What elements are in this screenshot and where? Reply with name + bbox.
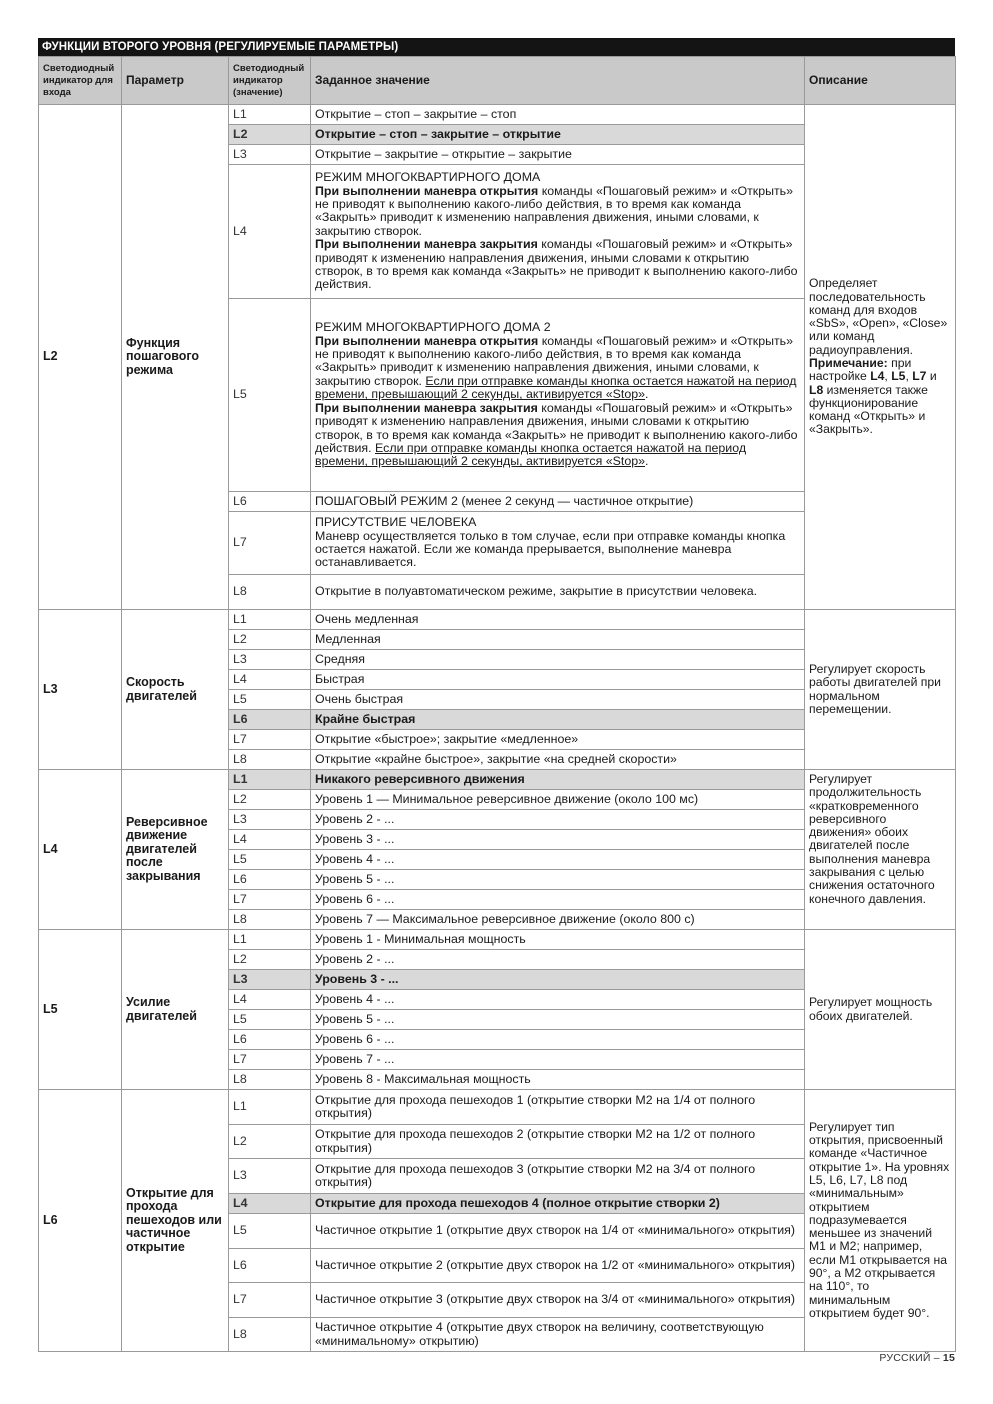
- value-cell: Уровень 5 - ...: [311, 870, 805, 890]
- table-row: [39, 1090, 956, 1125]
- value-cell: Уровень 6 - ...: [311, 1030, 805, 1050]
- value-cell: Уровень 2 - ...: [311, 810, 805, 830]
- value-cell: Уровень 3 - ...: [311, 830, 805, 850]
- desc-l3: Регулирует скорость работы двигателей при нормальном перемещении.: [805, 610, 956, 770]
- led-value: L3: [229, 810, 311, 830]
- led-value: L2: [229, 1125, 311, 1159]
- header-row: [39, 57, 956, 105]
- led-value: L8: [229, 910, 311, 930]
- header-led-input: Светодиодный индикатор для входа: [39, 57, 122, 105]
- value-cell: [311, 165, 805, 299]
- page-number: 15: [942, 1352, 955, 1364]
- value-cell: Медленная: [311, 630, 805, 650]
- desc-l6: Регулирует тип открытия, присвоенный команде «Частичное открытие 1». На уровнях L5, L6, L7, L8 под «минимальным» открытием подразумевается меньшее из значений M1 и M2; например, если M1 открывается на 90°, а M2 открывается на 110°, то минимальным открытием будет 90°.: [805, 1090, 956, 1352]
- value-cell: Частичное открытие 1 (открытие двух створок на 1/4 от «минимального» открытия): [311, 1214, 805, 1249]
- led-value: L2: [229, 950, 311, 970]
- value-cell: Уровень 3 - ...: [311, 970, 805, 990]
- value-cell: Уровень 1 — Минимальное реверсивное движение (около 100 мс): [311, 790, 805, 810]
- header-value: Заданное значение: [311, 57, 805, 105]
- value-cell: Уровень 4 - ...: [311, 850, 805, 870]
- page-footer: [879, 1352, 955, 1364]
- led-input-l5: L5: [39, 930, 122, 1090]
- value-cell: Открытие для прохода пешеходов 1 (открытие створки M2 на 1/4 от полного открытия): [311, 1090, 805, 1125]
- value-cell: Уровень 2 - ...: [311, 950, 805, 970]
- desc-l2-code: L5: [891, 369, 906, 384]
- led-value: L8: [229, 1318, 311, 1352]
- led-value: L2: [229, 790, 311, 810]
- value-cell: ПОШАГОВЫЙ РЕЖИМ 2 (менее 2 секунд — частичное открытие): [311, 492, 805, 512]
- value-title: ПРИСУТСТВИЕ ЧЕЛОВЕКА: [315, 515, 477, 530]
- param-l6: Открытие для прохода пешеходов или частичное открытие: [122, 1090, 229, 1352]
- value-text: команды «Пошаговый режим» и «Открыть» приводят к изменению направления движения, иными словами к открытию створок, в то время как команда «Закрыть» не приводит к выполнению какого-либо действия.: [315, 400, 798, 455]
- table-row: [39, 610, 956, 630]
- value-cell: Частичное открытие 4 (открытие двух створок на величину, соответствующую «минимальному» открытию): [311, 1318, 805, 1352]
- led-value: L4: [229, 670, 311, 690]
- value-cell: Открытие в полуавтоматическом режиме, закрытие в присутствии человека.: [311, 575, 805, 610]
- value-text: команды «Пошаговый режим» и «Открыть» приводят к изменению направления движения, иными словами к открытию створок, в то время как команда «Закрыть» не приводит к выполнению какого-либо действия.: [315, 237, 798, 292]
- value-bold: При выполнении маневра открытия: [315, 183, 539, 198]
- param-l4: Реверсивное движение двигателей после закрывания: [122, 770, 229, 930]
- value-cell: Уровень 7 - ...: [311, 1050, 805, 1070]
- desc-l2-note: Примечание:: [809, 356, 888, 370]
- value-bold: При выполнении маневра закрытия: [315, 237, 538, 252]
- value-cell: Открытие – стоп – закрытие – открытие: [311, 125, 805, 145]
- led-value: L7: [229, 890, 311, 910]
- value-cell: Частичное открытие 3 (открытие двух створок на 3/4 от «минимального» открытия): [311, 1283, 805, 1318]
- led-value: L4: [229, 830, 311, 850]
- table-row: [39, 930, 956, 950]
- value-cell: Уровень 8 - Максимальная мощность: [311, 1070, 805, 1090]
- desc-l2: Определяет последовательность команд для входов «SbS», «Open», «Close» или команд радиоуправления. Примечание: при настройке L4, L5, L7 и L8 изменяется также функционирование команд «Открыть» и «Закрыть».: [805, 105, 956, 610]
- led-value: L4: [229, 1194, 311, 1214]
- value-cell: Очень медленная: [311, 610, 805, 630]
- led-value: L2: [229, 630, 311, 650]
- led-value: L3: [229, 650, 311, 670]
- led-value: L1: [229, 610, 311, 630]
- led-value: L6: [229, 710, 311, 730]
- value-cell: Открытие для прохода пешеходов 3 (открытие створки M2 на 3/4 от полного открытия): [311, 1159, 805, 1194]
- led-value: L5: [229, 1010, 311, 1030]
- led-value: L1: [229, 930, 311, 950]
- led-value: L5: [229, 850, 311, 870]
- led-input-l3: L3: [39, 610, 122, 770]
- led-value: L6: [229, 492, 311, 512]
- value-cell: Средняя: [311, 650, 805, 670]
- led-value: L6: [229, 1249, 311, 1283]
- value-cell: Уровень 6 - ...: [311, 890, 805, 910]
- desc-l5: Регулирует мощность обоих двигателей.: [805, 930, 956, 1090]
- value-text: .: [645, 454, 649, 469]
- led-value: L7: [229, 1050, 311, 1070]
- value-bold: При выполнении маневра открытия: [315, 333, 539, 348]
- param-l2: Функция пошагового режима: [122, 105, 229, 610]
- value-cell: [311, 512, 805, 575]
- value-cell: Очень быстрая: [311, 690, 805, 710]
- footer-language: РУССКИЙ: [879, 1352, 931, 1364]
- led-value: L4: [229, 990, 311, 1010]
- led-value: L8: [229, 750, 311, 770]
- param-l5: Усилие двигателей: [122, 930, 229, 1090]
- value-text: .: [645, 387, 649, 402]
- desc-l2-text-2: при настройке: [809, 356, 912, 384]
- desc-l2-and: и: [929, 369, 937, 384]
- footer-separator: –: [930, 1352, 943, 1364]
- desc-l2-code: L8: [809, 382, 824, 397]
- value-cell: Открытие – закрытие – открытие – закрытие: [311, 145, 805, 165]
- table-row-default: [39, 770, 956, 790]
- settings-table-page: [38, 38, 955, 1352]
- value-cell: Частичное открытие 2 (открытие двух створок на 1/2 от «минимального» открытия): [311, 1249, 805, 1283]
- value-title: РЕЖИМ МНОГОКВАРТИРНОГО ДОМА: [315, 170, 541, 185]
- value-cell: Крайне быстрая: [311, 710, 805, 730]
- header-led-value: Светодиодный индикатор (значение): [229, 57, 311, 105]
- led-value: L5: [229, 1214, 311, 1249]
- table-row: [39, 105, 956, 125]
- value-bold: При выполнении маневра закрытия: [315, 400, 538, 415]
- led-value: L7: [229, 730, 311, 750]
- header-param: Параметр: [122, 57, 229, 105]
- value-text: команды «Пошаговый режим» и «Открыть» не приводят к выполнению какого-либо действия, в то время как команда «Закрыть» приводит к изменению направления движения, иными словами, к закрытию створок.: [315, 333, 794, 388]
- led-value: L7: [229, 512, 311, 575]
- desc-l2-code: L7: [912, 369, 927, 384]
- led-value: L8: [229, 1070, 311, 1090]
- led-value: L3: [229, 970, 311, 990]
- led-value: L3: [229, 145, 311, 165]
- value-text: команды «Пошаговый режим» и «Открыть» не приводят к выполнению какого-либо действия, в то время как команда «Закрыть» приводит к изменению направления движения, иными словами, к закрытию створок.: [315, 183, 794, 238]
- led-input-l4: L4: [39, 770, 122, 930]
- value-cell: Открытие для прохода пешеходов 2 (открытие створки M2 на 1/2 от полного открытия): [311, 1125, 805, 1159]
- value-cell: Открытие «крайне быстрое», закрытие «на средней скорости»: [311, 750, 805, 770]
- value-cell: [311, 299, 805, 492]
- value-cell: Уровень 1 - Минимальная мощность: [311, 930, 805, 950]
- desc-l4: Регулирует продолжительность «кратковременного реверсивного движения» обоих двигателей после выполнения маневра закрывания с целью снижения остаточного конечного давления.: [805, 770, 956, 930]
- value-cell: Никакого реверсивного движения: [311, 770, 805, 790]
- desc-l2-text: Определяет последовательность команд для входов «SbS», «Open», «Close» или команд радиоуправления.: [809, 276, 948, 357]
- led-value: L5: [229, 690, 311, 710]
- led-value: L4: [229, 165, 311, 299]
- value-underlined: Если при отправке команды кнопка остается нажатой на период времени, превышающий 2 секунды, активируется «Stop»: [315, 373, 797, 402]
- value-cell: Открытие – стоп – закрытие – стоп: [311, 105, 805, 125]
- table-title: ФУНКЦИИ ВТОРОГО УРОВНЯ (РЕГУЛИРУЕМЫЕ ПАРАМЕТРЫ): [38, 38, 955, 56]
- value-text: Маневр осуществляется только в том случае, если при отправке команды кнопка остается нажатой. Если же команда прерывается, выполнение маневра останавливается.: [315, 528, 786, 570]
- value-cell: Открытие для прохода пешеходов 4 (полное открытие створки 2): [311, 1194, 805, 1214]
- led-value: L3: [229, 1159, 311, 1194]
- desc-l2-text-3: изменяется также функционирование команд «Открыть» и «Закрыть».: [809, 382, 928, 437]
- led-value: L1: [229, 1090, 311, 1125]
- led-input-l6: L6: [39, 1090, 122, 1352]
- led-value: L6: [229, 870, 311, 890]
- value-cell: Уровень 7 — Максимальное реверсивное движение (около 800 с): [311, 910, 805, 930]
- led-value: L6: [229, 1030, 311, 1050]
- led-value: L7: [229, 1283, 311, 1318]
- led-value: L8: [229, 575, 311, 610]
- value-cell: Уровень 4 - ...: [311, 990, 805, 1010]
- parameters-table: [38, 56, 956, 1352]
- value-title: РЕЖИМ МНОГОКВАРТИРНОГО ДОМА 2: [315, 320, 551, 335]
- led-value: L2: [229, 125, 311, 145]
- value-cell: Быстрая: [311, 670, 805, 690]
- param-l3: Скорость двигателей: [122, 610, 229, 770]
- desc-l2-code: L4: [870, 369, 885, 384]
- led-value: L1: [229, 105, 311, 125]
- led-input-l2: L2: [39, 105, 122, 610]
- header-desc: Описание: [805, 57, 956, 105]
- value-cell: Открытие «быстрое»; закрытие «медленное»: [311, 730, 805, 750]
- value-cell: Уровень 5 - ...: [311, 1010, 805, 1030]
- led-value: L5: [229, 299, 311, 492]
- value-underlined: Если при отправке команды кнопка остается нажатой на период времени, превышающий 2 секунды, активируется «Stop»: [315, 440, 747, 469]
- led-value: L1: [229, 770, 311, 790]
